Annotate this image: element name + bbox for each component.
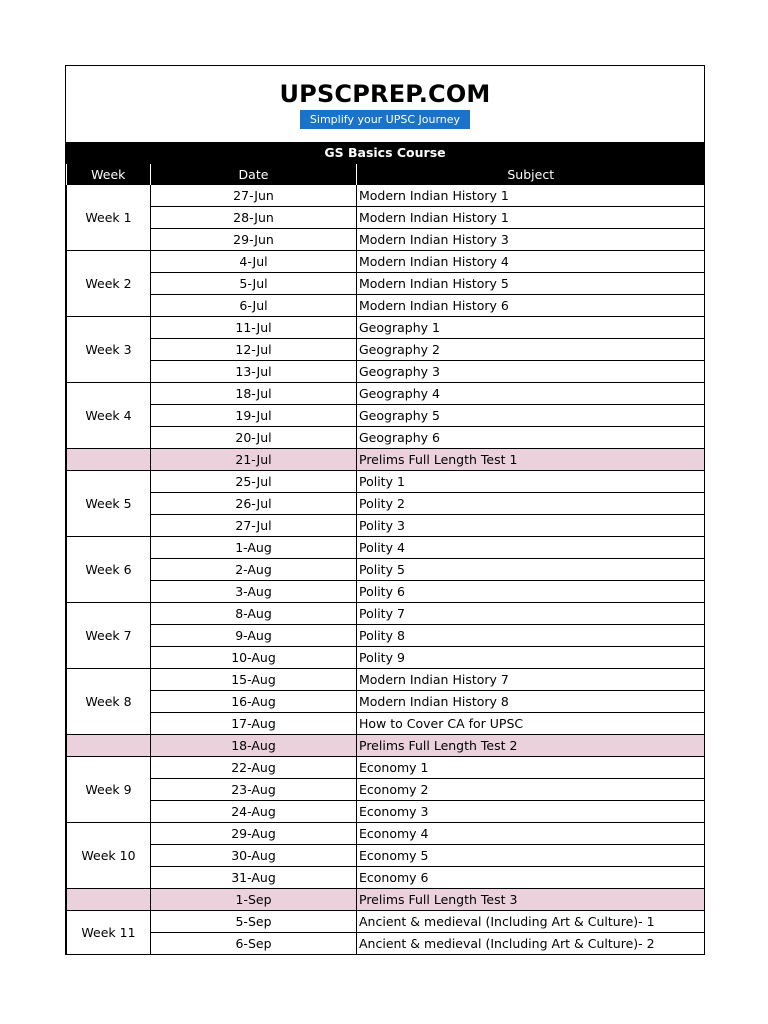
table-row	[67, 713, 705, 735]
week-cell: Week 6	[67, 537, 151, 603]
schedule-sheet	[65, 65, 705, 955]
subject-cell: Geography 4	[357, 383, 705, 405]
date-cell: 9-Aug	[151, 625, 357, 647]
table-row	[67, 405, 705, 427]
date-cell: 27-Jun	[151, 185, 357, 207]
date-cell: 1-Sep	[151, 889, 357, 911]
date-cell: 30-Aug	[151, 845, 357, 867]
date-cell: 21-Jul	[151, 449, 357, 471]
date-cell: 20-Jul	[151, 427, 357, 449]
date-cell: 17-Aug	[151, 713, 357, 735]
subject-cell: Prelims Full Length Test 3	[357, 889, 705, 911]
table-row	[67, 361, 705, 383]
date-cell: 29-Jun	[151, 229, 357, 251]
table-row	[67, 779, 705, 801]
subject-cell: Prelims Full Length Test 2	[357, 735, 705, 757]
test-row	[67, 449, 705, 471]
week-cell	[67, 449, 151, 471]
date-cell: 18-Aug	[151, 735, 357, 757]
week-cell: Week 11	[67, 911, 151, 955]
table-row	[67, 867, 705, 889]
subject-cell: Polity 8	[357, 625, 705, 647]
table-row	[67, 515, 705, 537]
date-cell: 24-Aug	[151, 801, 357, 823]
table-row	[67, 933, 705, 955]
date-cell: 26-Jul	[151, 493, 357, 515]
week-cell: Week 10	[67, 823, 151, 889]
subject-cell: Polity 9	[357, 647, 705, 669]
subject-cell: Modern Indian History 1	[357, 185, 705, 207]
week-cell: Week 1	[67, 185, 151, 251]
date-cell: 22-Aug	[151, 757, 357, 779]
subject-cell: Polity 4	[357, 537, 705, 559]
date-cell: 13-Jul	[151, 361, 357, 383]
table-row	[67, 471, 705, 493]
subject-cell: Polity 5	[357, 559, 705, 581]
date-cell: 18-Jul	[151, 383, 357, 405]
table-row	[67, 603, 705, 625]
date-cell: 27-Jul	[151, 515, 357, 537]
sheet-header	[66, 66, 704, 142]
table-row	[67, 801, 705, 823]
subject-cell: Polity 6	[357, 581, 705, 603]
date-cell: 6-Jul	[151, 295, 357, 317]
table-row	[67, 647, 705, 669]
subject-cell: Polity 2	[357, 493, 705, 515]
week-cell: Week 9	[67, 757, 151, 823]
subject-cell: Economy 4	[357, 823, 705, 845]
date-cell: 8-Aug	[151, 603, 357, 625]
subject-cell: Geography 3	[357, 361, 705, 383]
date-cell: 4-Jul	[151, 251, 357, 273]
week-cell: Week 3	[67, 317, 151, 383]
table-header-row	[67, 164, 705, 185]
table-row	[67, 911, 705, 933]
subject-cell: Modern Indian History 6	[357, 295, 705, 317]
brand-title: UPSCPREP.COM	[279, 80, 491, 108]
table-row	[67, 185, 705, 207]
table-row	[67, 383, 705, 405]
subject-cell: Geography 5	[357, 405, 705, 427]
table-row	[67, 823, 705, 845]
schedule-table	[66, 164, 705, 955]
date-cell: 10-Aug	[151, 647, 357, 669]
date-cell: 1-Aug	[151, 537, 357, 559]
week-cell: Week 2	[67, 251, 151, 317]
subject-cell: Geography 1	[357, 317, 705, 339]
subject-cell: Prelims Full Length Test 1	[357, 449, 705, 471]
course-title: GS Basics Course	[66, 142, 704, 164]
week-cell: Week 8	[67, 669, 151, 735]
subject-cell: Economy 3	[357, 801, 705, 823]
tagline-badge: Simplify your UPSC Journey	[300, 110, 470, 129]
subject-cell: Modern Indian History 5	[357, 273, 705, 295]
subject-cell: Modern Indian History 7	[357, 669, 705, 691]
subject-cell: Geography 6	[357, 427, 705, 449]
subject-cell: Polity 3	[357, 515, 705, 537]
date-cell: 31-Aug	[151, 867, 357, 889]
date-cell: 15-Aug	[151, 669, 357, 691]
subject-cell: Modern Indian History 4	[357, 251, 705, 273]
table-row	[67, 207, 705, 229]
column-header-date: Date	[151, 164, 357, 185]
column-header-week: Week	[67, 164, 151, 185]
subject-cell: Polity 1	[357, 471, 705, 493]
table-row	[67, 273, 705, 295]
date-cell: 5-Sep	[151, 911, 357, 933]
date-cell: 3-Aug	[151, 581, 357, 603]
table-row	[67, 295, 705, 317]
table-row	[67, 845, 705, 867]
subject-cell: Ancient & medieval (Including Art & Culture)- 2	[357, 933, 705, 955]
date-cell: 19-Jul	[151, 405, 357, 427]
date-cell: 5-Jul	[151, 273, 357, 295]
column-header-subject: Subject	[357, 164, 705, 185]
week-cell	[67, 889, 151, 911]
schedule-body	[67, 185, 705, 955]
table-row	[67, 339, 705, 361]
date-cell: 28-Jun	[151, 207, 357, 229]
subject-cell: Geography 2	[357, 339, 705, 361]
week-cell	[67, 735, 151, 757]
table-row	[67, 757, 705, 779]
table-row	[67, 669, 705, 691]
table-row	[67, 691, 705, 713]
subject-cell: Modern Indian History 8	[357, 691, 705, 713]
subject-cell: Economy 2	[357, 779, 705, 801]
week-cell: Week 7	[67, 603, 151, 669]
subject-cell: Modern Indian History 1	[357, 207, 705, 229]
table-row	[67, 317, 705, 339]
date-cell: 2-Aug	[151, 559, 357, 581]
week-cell: Week 5	[67, 471, 151, 537]
table-row	[67, 493, 705, 515]
table-row	[67, 537, 705, 559]
date-cell: 11-Jul	[151, 317, 357, 339]
subject-cell: How to Cover CA for UPSC	[357, 713, 705, 735]
week-cell: Week 4	[67, 383, 151, 449]
table-row	[67, 581, 705, 603]
subject-cell: Ancient & medieval (Including Art & Culture)- 1	[357, 911, 705, 933]
subject-cell: Modern Indian History 3	[357, 229, 705, 251]
date-cell: 6-Sep	[151, 933, 357, 955]
test-row	[67, 889, 705, 911]
table-row	[67, 625, 705, 647]
subject-cell: Polity 7	[357, 603, 705, 625]
table-row	[67, 251, 705, 273]
table-row	[67, 229, 705, 251]
date-cell: 23-Aug	[151, 779, 357, 801]
date-cell: 29-Aug	[151, 823, 357, 845]
subject-cell: Economy 6	[357, 867, 705, 889]
test-row	[67, 735, 705, 757]
table-row	[67, 427, 705, 449]
date-cell: 25-Jul	[151, 471, 357, 493]
date-cell: 16-Aug	[151, 691, 357, 713]
subject-cell: Economy 1	[357, 757, 705, 779]
date-cell: 12-Jul	[151, 339, 357, 361]
subject-cell: Economy 5	[357, 845, 705, 867]
table-row	[67, 559, 705, 581]
